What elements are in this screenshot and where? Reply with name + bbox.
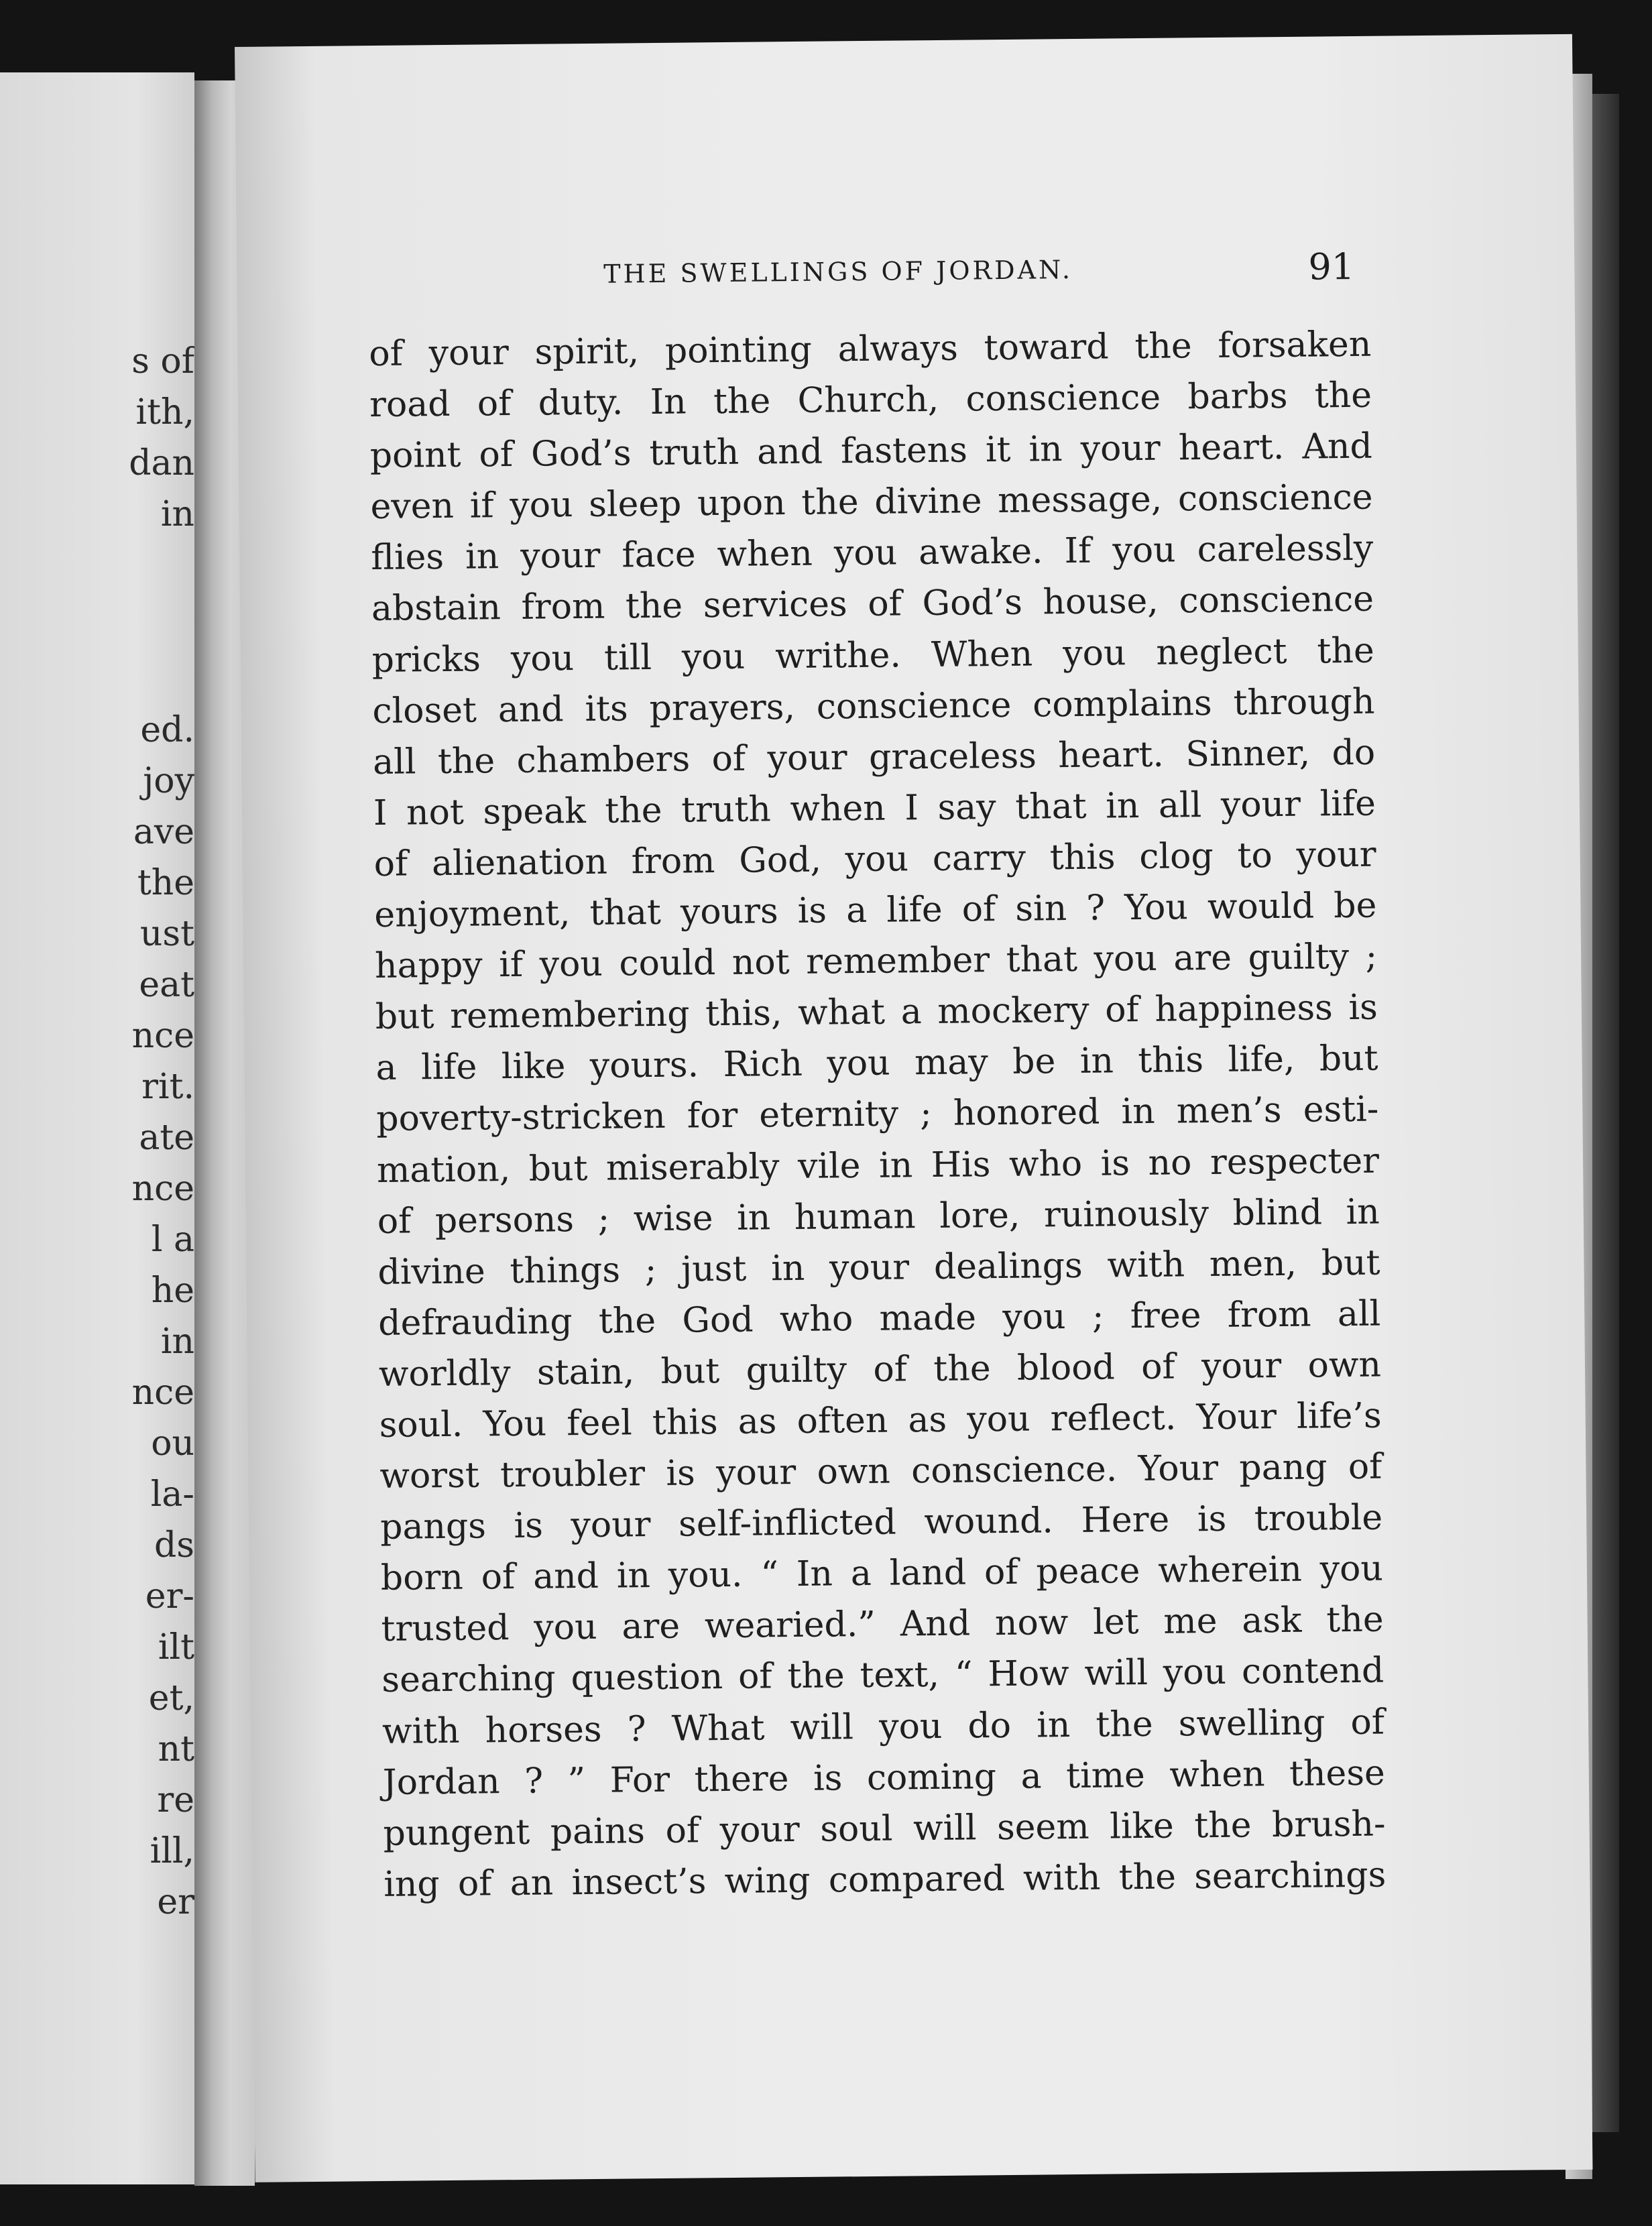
previous-page-fragment: the	[137, 863, 194, 903]
text-line: closet and its prayers, conscience complains through	[372, 681, 1375, 731]
text-line: a life like yours. Rich you may be in this life, but	[375, 1038, 1378, 1089]
text-line: road of duty. In the Church, conscience barbs the	[369, 375, 1372, 426]
previous-page-fragment: in	[160, 494, 194, 534]
text-line: all the chambers of your graceless heart. Sinner, do	[372, 732, 1376, 782]
previous-page-fragment: dan	[129, 443, 194, 483]
previous-page-fragment: nce	[131, 1372, 194, 1413]
text-line: I not speak the truth when I say that in all your life	[373, 783, 1376, 833]
text-line: worldly stain, but guilty of the blood of your own	[378, 1344, 1382, 1395]
previous-page-fragment: l a	[151, 1220, 194, 1260]
text-line: ing of an insect’s wing compared with the searchings	[383, 1855, 1386, 1905]
text-line: mation, but miserably vile in His who is no respecter	[376, 1140, 1380, 1191]
previous-page-fragment: ou	[151, 1423, 194, 1464]
text-line: divine things ; just in your dealings with men, but	[377, 1242, 1380, 1293]
text-line: Jordan ? ” For there is coming a time when these	[382, 1753, 1386, 1803]
previous-page-fragment: ith,	[135, 392, 194, 432]
previous-page-fragment: nce	[131, 1016, 194, 1056]
text-line: soul. You feel this as often as you reflect. Your life’s	[379, 1395, 1382, 1446]
text-line: point of God’s truth and fastens it in your heart. And	[369, 426, 1373, 477]
text-line: searching question of the text, “ How will you contend	[381, 1650, 1384, 1701]
text-line: with horses ? What will you do in the swelling of	[381, 1702, 1385, 1752]
previous-page-fragment: ill,	[150, 1831, 194, 1871]
previous-page-fragment: he	[151, 1271, 194, 1311]
text-line: born of and in you. “ In a land of peace wherein you	[380, 1548, 1384, 1599]
text-line: pangs is your self-inflicted wound. Here is trouble	[379, 1497, 1383, 1548]
page-number: 91	[1308, 245, 1355, 288]
text-line: trusted you are wearied.” And now let me ask the	[381, 1599, 1384, 1650]
text-line: pricks you till you writhe. When you neglect the	[371, 630, 1374, 681]
previous-page-fragment: nt	[158, 1729, 194, 1769]
previous-page-fragment: er-	[145, 1576, 194, 1617]
text-line: worst troubler is your own conscience. Your pang of	[379, 1446, 1382, 1497]
text-line: flies in your face when you awake. If you carelessly	[370, 528, 1374, 579]
text-line: of alienation from God, you carry this clog to your	[373, 834, 1376, 884]
running-title: THE SWELLINGS OF JORDAN.	[603, 255, 1073, 289]
previous-page-fragment: in	[160, 1322, 194, 1362]
text-line: even if you sleep upon the divine message, conscience	[370, 477, 1373, 528]
text-line: abstain from the services of God’s house, conscience	[371, 579, 1374, 630]
previous-page-fragment: nce	[131, 1169, 194, 1209]
previous-page-fragment: ed.	[140, 710, 194, 750]
text-line: of persons ; wise in human lore, ruinously blind in	[377, 1191, 1380, 1242]
previous-page-fragment: eat	[139, 965, 194, 1005]
previous-page-fragment: er	[157, 1882, 194, 1922]
previous-page-fragment: ds	[154, 1525, 194, 1566]
previous-page-fragment: s of	[131, 341, 194, 382]
previous-page-fragment: re	[157, 1780, 194, 1820]
previous-page-fragment: la-	[150, 1474, 194, 1515]
text-line: of your spirit, pointing always toward the forsaken	[369, 324, 1372, 374]
body-text	[369, 319, 1386, 1910]
previous-page-fragment: rit.	[141, 1067, 194, 1107]
previous-page-fragment: ave	[133, 812, 194, 852]
text-line: poverty-stricken for eternity ; honored in men’s esti-	[376, 1090, 1379, 1140]
text-line: defrauding the God who made you ; free from all	[377, 1293, 1381, 1344]
previous-page	[0, 72, 194, 2184]
text-line: pungent pains of your soul will seem like the brush-	[383, 1804, 1386, 1854]
previous-page-fragment: ust	[139, 914, 194, 954]
text-line: happy if you could not remember that you are guilty ;	[374, 936, 1378, 987]
previous-page-fragment: ate	[139, 1118, 194, 1158]
text-line: enjoyment, that yours is a life of sin ? You would be	[374, 885, 1377, 935]
text-line: but remembering this, what a mockery of happiness is	[375, 987, 1378, 1038]
previous-page-fragment: ilt	[158, 1627, 194, 1667]
previous-page-fragment: et,	[148, 1678, 194, 1718]
previous-page-fragment: joy	[143, 761, 194, 801]
